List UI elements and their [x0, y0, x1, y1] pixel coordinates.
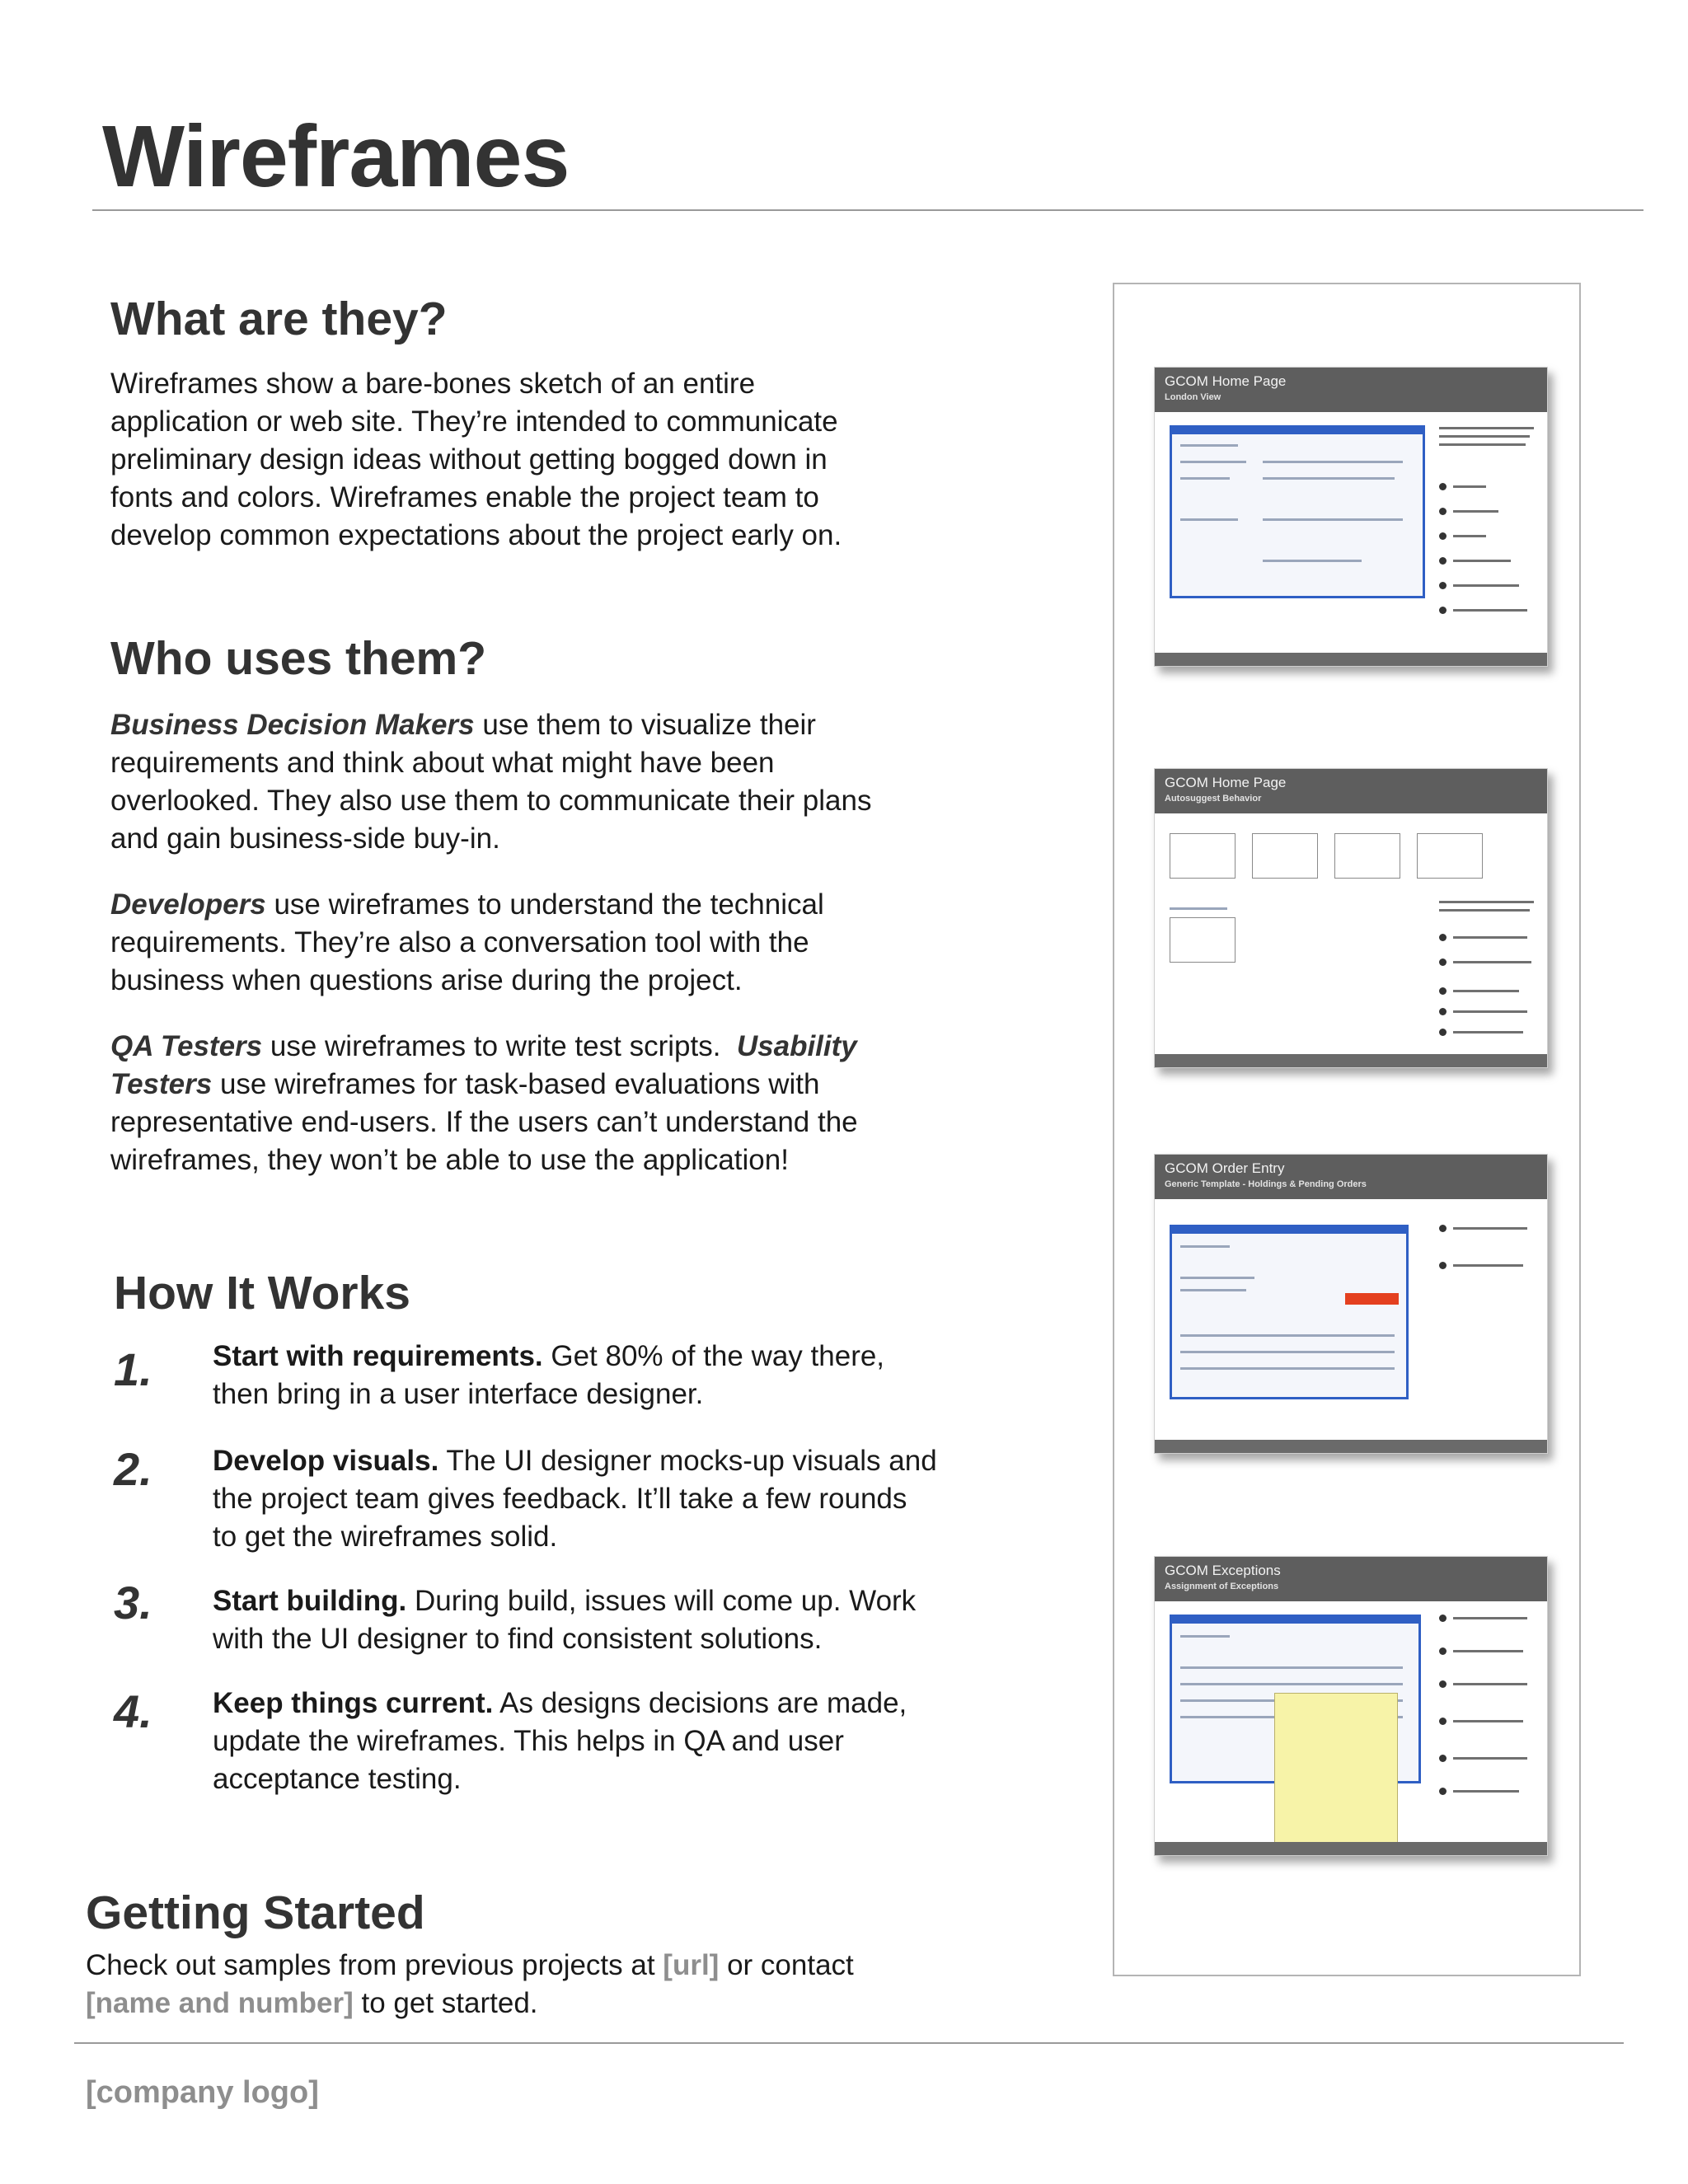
mock-screen: [1170, 1225, 1409, 1399]
thumbnail-header: [1155, 1155, 1547, 1199]
bdm-line: overlooked. They also use them to communicate their plans: [110, 785, 872, 817]
what-line: application or web site. They’re intended to communicate: [110, 405, 838, 438]
what-line: preliminary design ideas without getting bogged down in: [110, 443, 828, 476]
bdm-line: and gain business-side buy-in.: [110, 823, 500, 855]
thumbnail-subtitle: Autosuggest Behavior: [1165, 794, 1262, 804]
testers-paragraph: [110, 1028, 1058, 1179]
wireframe-thumbnail: [1154, 768, 1548, 1068]
footer-divider: [74, 2042, 1624, 2044]
developers-line: business when questions arise during the project.: [110, 964, 743, 996]
what-line: develop common expectations about the project early on.: [110, 519, 842, 551]
page-title: Wireframes: [102, 108, 570, 205]
what-line: fonts and colors. Wireframes enable the project team to: [110, 481, 819, 513]
getting-started-paragraph: [86, 1947, 1034, 2022]
getting-started-text: or contact: [719, 1949, 854, 1981]
url-placeholder: [url]: [663, 1949, 720, 1981]
what-line: Wireframes show a bare-bones sketch of an entire: [110, 368, 756, 400]
step-line: to get the wireframes solid.: [213, 1521, 558, 1553]
step-title: Develop visuals.: [213, 1445, 439, 1477]
who-heading: Who uses them?: [110, 632, 487, 685]
step-line: with the UI designer to find consistent solutions.: [213, 1623, 823, 1655]
wireframe-thumbnail: [1154, 367, 1548, 667]
thumbnail-subtitle: London View: [1165, 392, 1221, 402]
qa-testers-text: use wireframes to write test scripts.: [262, 1030, 737, 1062]
step-line: then bring in a user interface designer.: [213, 1378, 704, 1410]
thumbnail-header: [1155, 368, 1547, 412]
step-title: Start with requirements.: [213, 1340, 543, 1372]
qa-testers-label: QA Testers: [110, 1030, 263, 1062]
developers-line: requirements. They’re also a conversation tool with the: [110, 926, 809, 958]
yellow-popup: [1274, 1693, 1398, 1845]
step-line: the project team gives feedback. It’ll take a few rounds: [213, 1483, 907, 1515]
what-heading: What are they?: [110, 293, 448, 345]
wireframe-thumbnail: [1154, 1154, 1548, 1454]
step-line: The UI designer mocks-up visuals and: [438, 1445, 937, 1477]
contact-placeholder: [name and number]: [86, 1987, 354, 2019]
usability-label-part1: Usability: [736, 1030, 857, 1062]
step-text: [213, 1685, 987, 1798]
developers-label: Developers: [110, 888, 266, 921]
getting-started-heading: Getting Started: [86, 1886, 425, 1939]
step-line: update the wireframes. This helps in QA and user: [213, 1725, 844, 1757]
developers-paragraph: [110, 886, 1058, 1000]
step-text: [213, 1442, 987, 1556]
wireframe-thumbnail: [1154, 1556, 1548, 1856]
step-line: Get 80% of the way there,: [542, 1340, 885, 1372]
step-line: During build, issues will come up. Work: [406, 1585, 917, 1617]
thumbnail-title: GCOM Home Page: [1165, 373, 1287, 389]
usability-label-part2: Testers: [110, 1068, 213, 1100]
bdm-line: use them to visualize their: [474, 709, 816, 741]
thumbnail-header: [1155, 1557, 1547, 1601]
step-number: 1.: [114, 1343, 152, 1395]
thumbnail-title: GCOM Home Page: [1165, 775, 1287, 790]
step-title: Start building.: [213, 1585, 407, 1617]
mock-screen: [1170, 425, 1425, 598]
step-title: Keep things current.: [213, 1687, 494, 1719]
usability-line: wireframes, they won’t be able to use the application!: [110, 1144, 789, 1176]
thumbnail-subtitle: Assignment of Exceptions: [1165, 1582, 1279, 1591]
usability-line: use wireframes for task-based evaluations with: [212, 1068, 820, 1100]
step-number: 2.: [114, 1443, 152, 1495]
step-line: acceptance testing.: [213, 1763, 462, 1795]
step-number: 4.: [114, 1685, 152, 1737]
company-logo-placeholder: [company logo]: [86, 2075, 319, 2110]
title-divider: [92, 209, 1643, 211]
wireframe-samples-panel: [1113, 283, 1581, 1976]
how-heading: How It Works: [114, 1267, 410, 1319]
bdm-paragraph: [110, 706, 1058, 858]
bdm-line: requirements and think about what might have been: [110, 747, 775, 779]
getting-started-text: Check out samples from previous projects at: [86, 1949, 663, 1981]
step-number: 3.: [114, 1577, 152, 1629]
thumbnail-title: GCOM Exceptions: [1165, 1563, 1281, 1578]
step-text: [213, 1338, 987, 1413]
thumbnail-header: [1155, 769, 1547, 813]
thumbnail-title: GCOM Order Entry: [1165, 1160, 1285, 1176]
step-line: As designs decisions are made,: [493, 1687, 907, 1719]
step-text: [213, 1582, 987, 1658]
developers-line: use wireframes to understand the technical: [265, 888, 824, 921]
getting-started-text: to get started.: [353, 1987, 538, 2019]
thumbnail-subtitle: Generic Template - Holdings & Pending Orders: [1165, 1179, 1367, 1189]
bdm-label: Business Decision Makers: [110, 709, 475, 741]
usability-line: representative end-users. If the users can’t understand the: [110, 1106, 858, 1138]
what-paragraph: [110, 365, 1017, 555]
